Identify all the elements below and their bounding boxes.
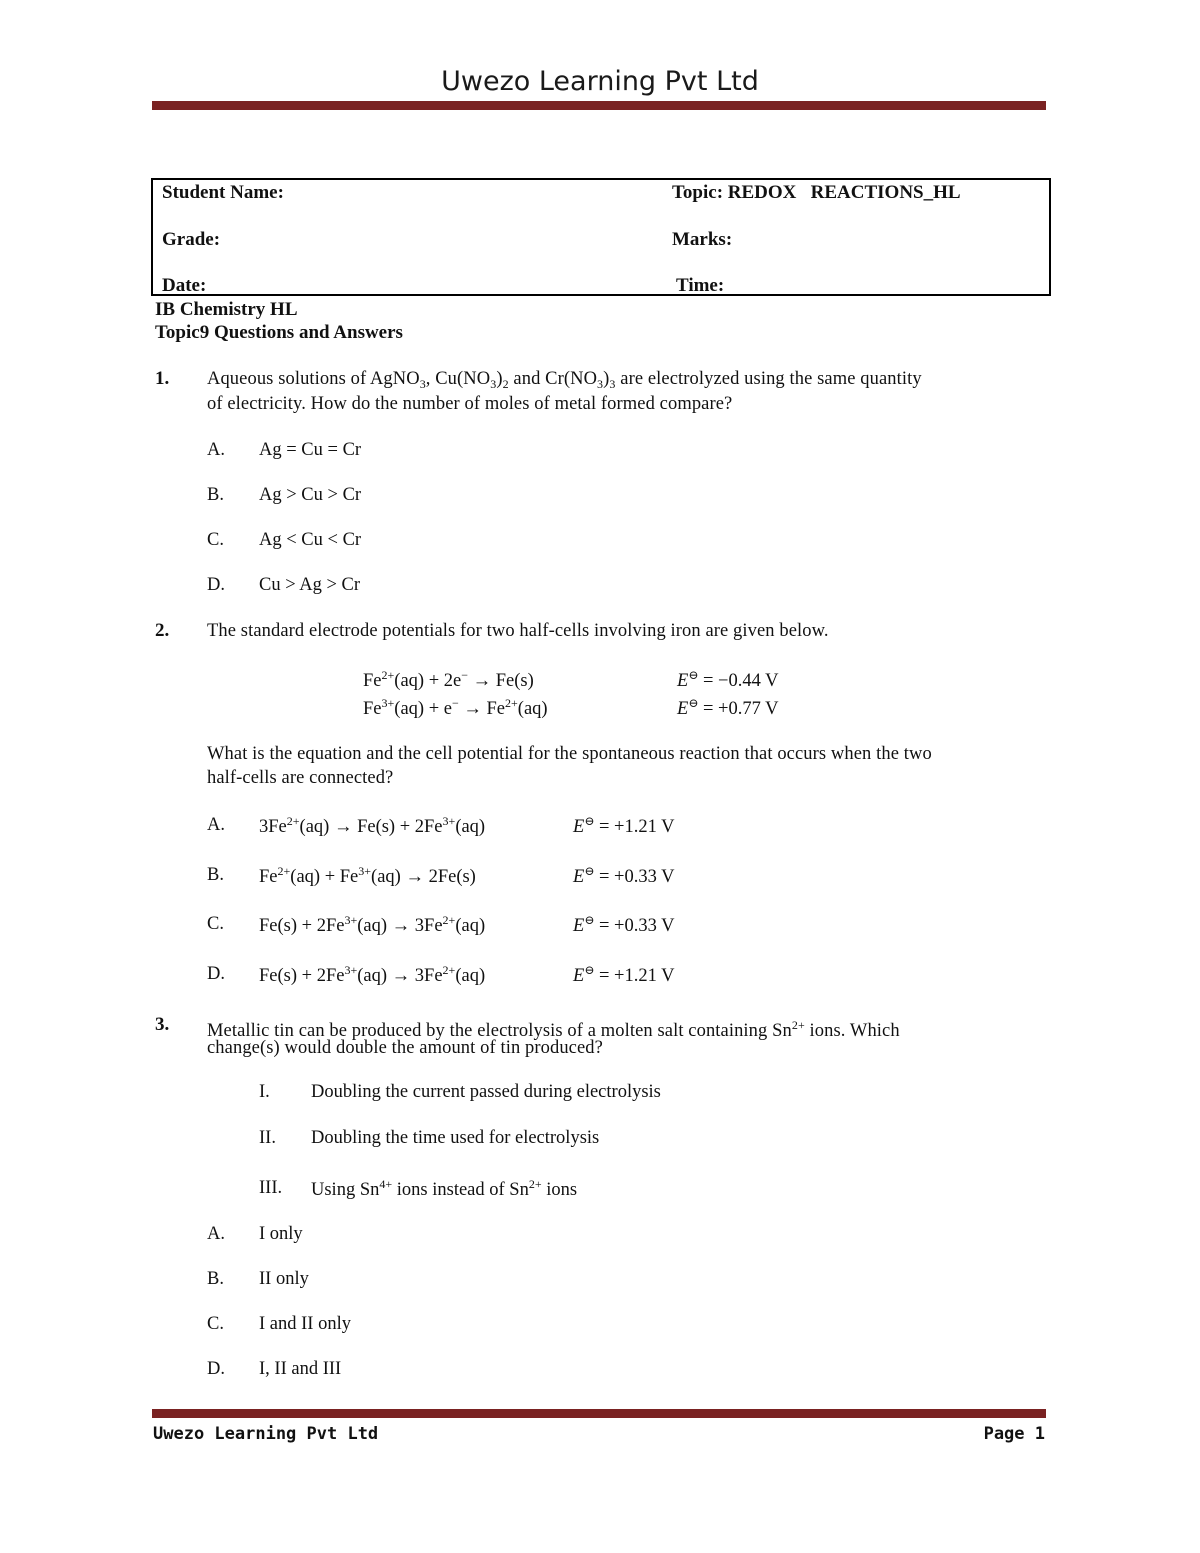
q3-option-b-letter: B. <box>207 1269 224 1289</box>
q2-option-d-potential: E⊖ = +1.21 V <box>573 963 675 986</box>
q2-option-b-equation: $Fe^{2+}(aq) + Fe^{3+}(aq) \to 2Fe(s)$ <box>259 864 476 887</box>
q1-number: 1. <box>155 368 170 389</box>
q3-text-line1: Metallic tin can be produced by the electrolysis of a molten salt containing $Sn^{2+}$ ions. Which <box>207 1018 900 1041</box>
q1-option-d-text: Cu > Ag > Cr <box>259 575 361 595</box>
q2-option-a-potential: E⊖ = +1.21 V <box>573 814 675 837</box>
footer-divider <box>152 1409 1046 1418</box>
q1-option-a-letter: A. <box>207 440 225 460</box>
q2-option-b-potential: E⊖ = +0.33 V <box>573 864 675 887</box>
q2-half-cell-2-potential: E⊖ = +0.77 V <box>677 696 779 719</box>
q3-statement-3-text: Using $Sn^{4+}$ ions instead of $Sn^{2+}$ ions <box>311 1177 578 1200</box>
header-divider <box>152 101 1046 110</box>
q2-option-c-letter: C. <box>207 914 224 934</box>
q3-statement-2-roman: II. <box>259 1128 276 1148</box>
q2-intro: The standard electrode potentials for two half-cells involving iron are given below. <box>207 621 829 641</box>
q3-number: 3. <box>155 1014 170 1035</box>
q2-number: 2. <box>155 620 170 641</box>
q1-option-b-letter: B. <box>207 485 224 505</box>
q3-option-a-text: I only <box>259 1224 303 1244</box>
q3-option-c-text: I and II only <box>259 1314 351 1334</box>
footer-company: Uwezo Learning Pvt Ltd <box>153 1424 379 1444</box>
q3-option-c-letter: C. <box>207 1314 224 1334</box>
q1-option-a-text: Ag = Cu = Cr <box>259 440 362 460</box>
q1-option-b-text: Ag > Cu > Cr <box>259 485 362 505</box>
header-title: Uwezo Learning Pvt Ltd <box>441 66 759 97</box>
q2-half-cell-1: $Fe^{2+}(aq) + 2e^- \to Fe(s)$ <box>363 668 534 691</box>
q1-text-line1: Aqueous solutions of AgNO$_3$, $Cu(NO_3)_2$ and $Cr(NO_3)_3$ are electrolyzed using the same quantity <box>207 369 922 391</box>
grade-label: Grade: <box>162 229 221 250</box>
q1-text-line2: of electricity. How do the number of moles of metal formed compare? <box>207 394 733 414</box>
q3-option-d-text: I, II and III <box>259 1359 342 1379</box>
course-title: IB Chemistry HL <box>155 299 298 320</box>
q3-statement-1-text: Doubling the current passed during electrolysis <box>311 1082 661 1102</box>
marks-label: Marks: <box>672 229 733 250</box>
q2-option-a-equation: $3Fe^{2+}(aq) \to Fe(s) + 2Fe^{3+}(aq)$ <box>259 814 486 837</box>
q1-option-d-letter: D. <box>207 575 225 595</box>
q3-option-a-letter: A. <box>207 1224 225 1244</box>
footer-page-number: Page 1 <box>983 1424 1045 1444</box>
doc-subtitle: Topic9 Questions and Answers <box>155 322 403 343</box>
q3-option-b-text: II only <box>259 1269 309 1289</box>
q2-option-c-equation: $Fe(s) + 2Fe^{3+}(aq) \to 3Fe^{2+}(aq)$ <box>259 913 486 936</box>
q2-option-d-letter: D. <box>207 964 225 984</box>
q2-option-c-potential: E⊖ = +0.33 V <box>573 913 675 936</box>
q3-text-line2: change(s) would double the amount of tin produced? <box>207 1038 603 1058</box>
q2-option-b-letter: B. <box>207 865 224 885</box>
q1-option-c-letter: C. <box>207 530 224 550</box>
topic-label: Topic: REDOX REACTIONS_HL <box>672 182 961 203</box>
q1-option-c-text: Ag < Cu < Cr <box>259 530 362 550</box>
time-label: Time: <box>676 275 725 296</box>
q2-half-cell-1-potential: E⊖ = −0.44 V <box>677 668 779 691</box>
q2-option-d-equation: $Fe(s) + 2Fe^{3+}(aq) \to 3Fe^{2+}(aq)$ <box>259 963 486 986</box>
date-label: Date: <box>162 275 207 296</box>
q2-question-line1: What is the equation and the cell potential for the spontaneous reaction that occurs when the two <box>207 744 932 764</box>
q3-statement-3-roman: III. <box>259 1178 283 1198</box>
q3-statement-1-roman: I. <box>259 1082 270 1102</box>
q2-option-a-letter: A. <box>207 815 225 835</box>
q3-option-d-letter: D. <box>207 1359 225 1379</box>
q2-question-line2: half-cells are connected? <box>207 768 394 788</box>
q3-statement-2-text: Doubling the time used for electrolysis <box>311 1128 600 1148</box>
q2-half-cell-2: $Fe^{3+}(aq) + e^- \to Fe^{2+}(aq)$ <box>363 696 548 719</box>
student-name-label: Student Name: <box>162 182 284 203</box>
